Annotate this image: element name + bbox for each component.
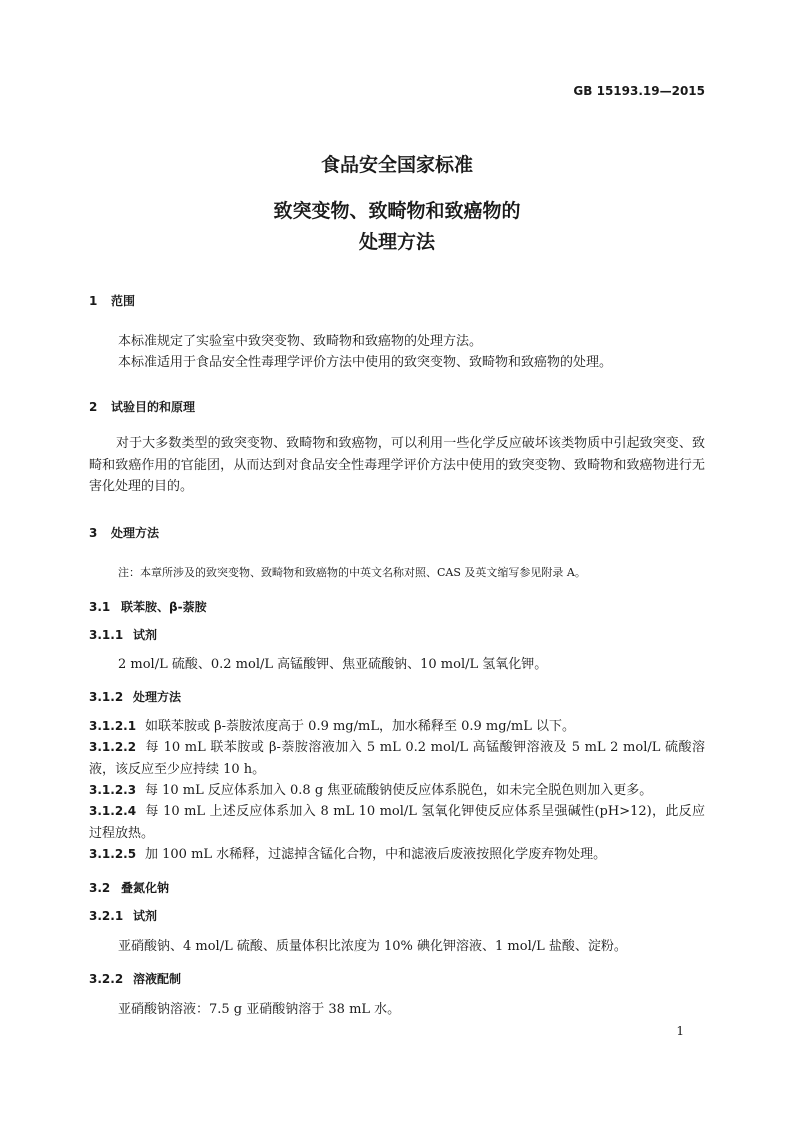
item-number: 3.1.2.3	[89, 783, 137, 797]
item-text: 每 10 mL 反应体系加入 0.8 g 焦亚硫酸钠使反应体系脱色，如未完全脱色则加入更多。	[145, 783, 653, 798]
subsection-3-2-1-heading	[89, 907, 157, 924]
item-number: 3.1.2.1	[89, 719, 137, 733]
section-title: 试剂	[133, 628, 158, 642]
subsection-3-1-heading	[89, 598, 207, 615]
section-number: 3.2.1	[89, 909, 124, 923]
section-title: 叠氮化钠	[121, 881, 170, 895]
paragraph: 对于大多数类型的致突变物、致畸物和致癌物，可以利用一些化学反应破坏该类物质中引起致突变、致畸和致癌作用的官能团，从而达到对食品安全性毒理学评价方法中使用的致突变物、致畸物和致癌物进行无害化处理的目的。	[89, 436, 705, 494]
list-item	[89, 801, 705, 844]
section-3-heading	[89, 524, 159, 541]
section-title: 处理方法	[111, 526, 160, 540]
section-number: 3	[89, 526, 98, 540]
item-text: 每 10 mL 上述反应体系加入 8 mL 10 mol/L 氢氧化钾使反应体系呈强碱性(pH>12)，此反应过程放热。	[89, 804, 705, 841]
section-number: 3.1.1	[89, 628, 124, 642]
section-number: 3.1.2	[89, 690, 124, 704]
list-item	[89, 844, 606, 865]
note: 注：本章所涉及的致突变物、致畸物和致癌物的中英文名称对照、CAS 及英文缩写参见附录 A。	[118, 566, 586, 579]
subsection-3-1-1-heading	[89, 626, 157, 643]
paragraph: 本标准适用于食品安全性毒理学评价方法中使用的致突变物、致畸物和致癌物的处理。	[118, 355, 613, 370]
section-number: 3.2.2	[89, 972, 124, 986]
item-text: 加 100 mL 水稀释，过滤掉含锰化合物，中和滤液后废液按照化学废弃物处理。	[145, 847, 607, 862]
item-text: 如联苯胺或 β-萘胺浓度高于 0.9 mg/mL，加水稀释至 0.9 mg/mL 以下。	[145, 719, 576, 734]
paragraph: 亚硝酸钠、4 mol/L 硫酸、质量体积比浓度为 10% 碘化钾溶液、1 mol/L 盐酸、淀粉。	[118, 939, 627, 954]
section-number: 3.2	[89, 881, 111, 895]
subsection-3-2-2-heading	[89, 970, 181, 987]
list-item	[89, 780, 652, 801]
section-title: 范围	[111, 294, 136, 308]
section-title: 处理方法	[133, 690, 182, 704]
list-item	[89, 737, 705, 780]
section-title: 试剂	[133, 909, 158, 923]
item-number: 3.1.2.4	[89, 804, 137, 818]
subsection-3-2-heading	[89, 879, 169, 896]
list-item	[89, 716, 575, 737]
section-number: 1	[89, 294, 98, 308]
item-number: 3.1.2.2	[89, 740, 137, 754]
paragraph: 本标准规定了实验室中致突变物、致畸物和致癌物的处理方法。	[118, 334, 483, 349]
item-number: 3.1.2.5	[89, 847, 137, 861]
page-number: 1	[676, 1024, 684, 1038]
section-number: 2	[89, 400, 98, 414]
document-title-line2: 致突变物、致畸物和致癌物的	[273, 200, 521, 222]
paragraph: 2 mol/L 硫酸、0.2 mol/L 高锰酸钾、焦亚硫酸钠、10 mol/L 氢氧化钾。	[118, 657, 548, 672]
standard-number: GB 15193.19—2015	[573, 84, 705, 98]
section-2-heading	[89, 398, 195, 415]
paragraph: 亚硝酸钠溶液：7.5 g 亚硝酸钠溶于 38 mL 水。	[118, 1002, 401, 1017]
section-title: 联苯胺、β-萘胺	[121, 600, 207, 614]
item-text: 每 10 mL 联苯胺或 β-萘胺溶液加入 5 mL 0.2 mol/L 高锰酸钾溶液及 5 mL 2 mol/L 硫酸溶液，该反应至少应持续 10 h。	[89, 740, 705, 777]
section-title: 试验目的和原理	[111, 400, 196, 414]
section-1-heading	[89, 292, 135, 309]
document-title-line3: 处理方法	[358, 231, 435, 253]
document-title-line1: 食品安全国家标准	[320, 154, 473, 176]
section-number: 3.1	[89, 600, 111, 614]
subsection-3-1-2-heading	[89, 688, 181, 705]
section-title: 溶液配制	[133, 972, 182, 986]
